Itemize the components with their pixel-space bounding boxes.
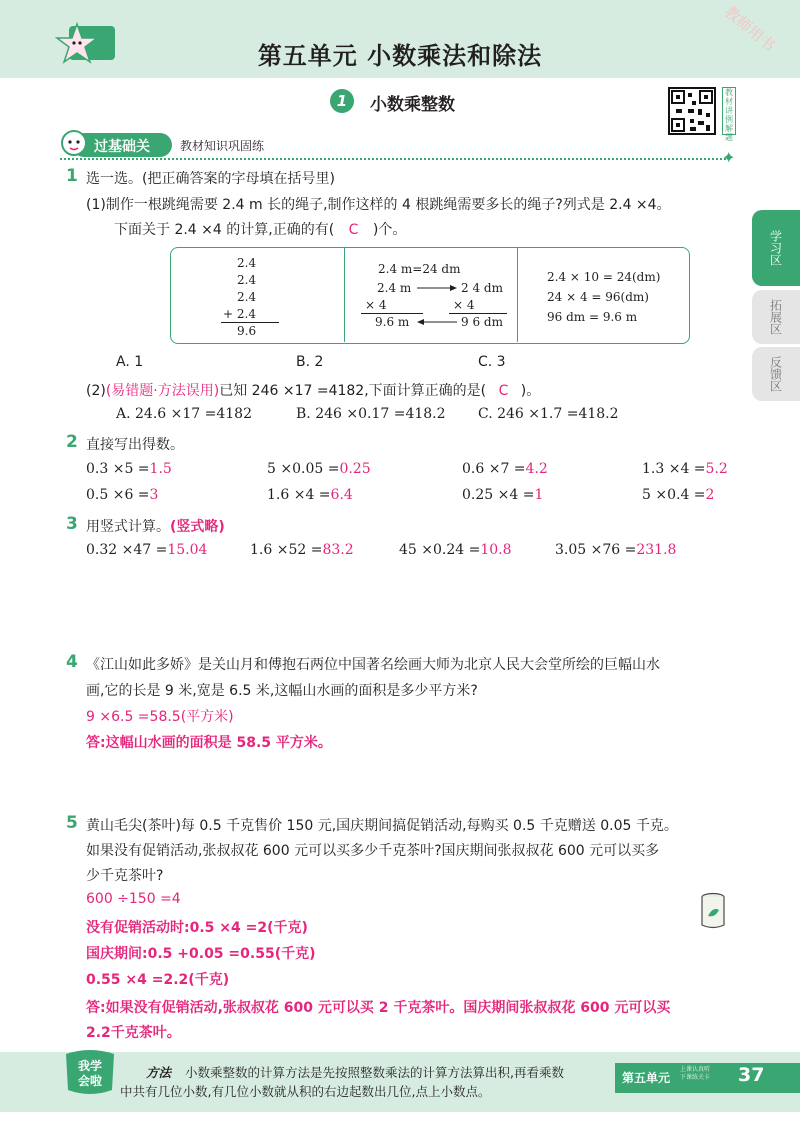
- tab-feedback[interactable]: 反馈区: [752, 347, 800, 401]
- badge-text-top: 我学: [77, 1059, 103, 1073]
- q2-prompt: 直接写出得数。: [86, 437, 184, 453]
- box-divider: [517, 248, 518, 342]
- q3-item: 3.05 ×76 =231.8: [555, 542, 677, 558]
- q1-part2-option-b: B. 246 ×0.17 =418.2: [296, 406, 446, 422]
- footer-unit: 第五单元: [622, 1071, 671, 1085]
- mascot-face-icon: [60, 127, 88, 159]
- q2-item: 1.6 ×4 =6.4: [267, 487, 353, 503]
- q4-answer-statement: 答:这幅山水画的面积是 58.5 平方米。: [86, 735, 332, 751]
- box-divider: [344, 248, 345, 342]
- q2-item: 0.3 ×5 =1.5: [86, 461, 172, 477]
- calc-underline: [221, 322, 279, 323]
- calc-b-line: 2 4 dm: [461, 281, 503, 295]
- q2-item: 5 ×0.05 =0.25: [267, 461, 371, 477]
- q5-answer-line: 0.55 ×4 =2.2(千克): [86, 972, 230, 988]
- calc-c-line: 2.4 × 10 = 24(dm): [547, 270, 661, 284]
- tab-expand[interactable]: 拓展区: [752, 290, 800, 344]
- q2-answer: 0.25: [339, 461, 371, 477]
- q3-answer: 15.04: [167, 542, 208, 558]
- q1-part2-text-end: )。: [520, 383, 541, 399]
- calc-a-line: 2.4: [237, 273, 257, 287]
- question-number: 5: [66, 813, 78, 833]
- q1-part2-option-c: C. 246 ×1.7 =418.2: [478, 406, 619, 422]
- q5-answer-line: 2.2千克茶叶。: [86, 1025, 181, 1041]
- q1-part1-answer: C: [348, 222, 359, 238]
- q3-note: (竖式略): [170, 519, 225, 535]
- q2-item: 0.6 ×7 =4.2: [462, 461, 548, 477]
- q1-part1-text: 下面关于 2.4 ×4 的计算,正确的有(: [114, 222, 335, 238]
- q1-part1-text-end: )个。: [372, 222, 407, 238]
- badge-text-bottom: 会啦: [77, 1074, 103, 1088]
- q1-option-b: B. 2: [296, 354, 324, 370]
- q1-part2-line: [86, 380, 540, 400]
- watermark-text: 教师用书: [720, 2, 779, 56]
- q5-answer-line: 没有促销活动时:0.5 ×4 =2(千克): [86, 920, 308, 936]
- q2-item: 1.3 ×4 =5.2: [642, 461, 728, 477]
- lesson-number: 1: [330, 89, 354, 113]
- q5-answer-line: 国庆期间:0.5 +0.05 =0.55(千克): [86, 946, 316, 962]
- calc-b-line: × 4: [453, 298, 475, 312]
- calc-b-line: 2.4 m: [377, 281, 412, 295]
- question-number: 1: [66, 166, 78, 186]
- q2-answer: 2: [705, 487, 715, 503]
- q2-answer: 1: [534, 487, 544, 503]
- lesson-title: 小数乘整数: [370, 95, 455, 115]
- calc-c-line: 24 × 4 = 96(dm): [547, 290, 649, 304]
- q1-part2-option-a: A. 24.6 ×17 =4182: [116, 406, 252, 422]
- section-divider: [60, 158, 730, 160]
- q3-prompt-line: [86, 516, 225, 536]
- footer-slogan: 上课认真听 下课练关卡: [680, 1066, 711, 1081]
- calc-b-result: 9.6 m: [375, 315, 410, 329]
- q1-part2-text: 已知 246 ×17 =4182,下面计算正确的是(: [219, 383, 487, 399]
- footer-method-line2: 中共有几位小数,有几位小数就从积的右边起数出几位,点上小数点。: [120, 1084, 491, 1099]
- calc-b-line: 2.4 m=24 dm: [378, 262, 461, 276]
- q2-answer: 4.2: [525, 461, 548, 477]
- calc-a-line: + 2.4: [223, 307, 256, 321]
- q2-item: 0.25 ×4 =1: [462, 487, 544, 503]
- tea-can-icon: [700, 892, 726, 930]
- q2-answer: 6.4: [330, 487, 353, 503]
- q3-item: 0.32 ×47 =15.04: [86, 542, 208, 558]
- learned-badge: [60, 1046, 120, 1098]
- q3-answer: 231.8: [636, 542, 677, 558]
- calc-a-result: 9.6: [237, 324, 257, 338]
- q2-answer: 5.2: [705, 461, 728, 477]
- q2-answer: 1.5: [149, 461, 172, 477]
- star-icon: ✦: [722, 148, 736, 167]
- q3-item: 1.6 ×52 =83.2: [250, 542, 354, 558]
- q1-part1-line2: [114, 219, 406, 239]
- section-title: 过基础关: [94, 139, 150, 155]
- calc-a-line: 2.4: [237, 290, 257, 304]
- footer-text: 小数乘整数的计算方法是先按照整数乘法的计算方法算出积,再看乘数: [185, 1065, 564, 1080]
- qr-code-icon[interactable]: [668, 87, 716, 135]
- q1-option-c: C. 3: [478, 354, 506, 370]
- q2-item: 0.5 ×6 =3: [86, 487, 159, 503]
- unit-title: 第五单元 小数乘法和除法: [257, 42, 543, 70]
- q1-part2-tag: (易错题·方法误用): [105, 383, 220, 399]
- q2-answer: 3: [149, 487, 159, 503]
- q5-answer-line: 答:如果没有促销活动,张叔叔花 600 元可以买 2 千克茶叶。国庆期间张叔叔花 600 元可以买: [86, 1000, 671, 1016]
- q3-item: 45 ×0.24 =10.8: [399, 542, 512, 558]
- page-number: 37: [738, 1064, 765, 1086]
- watermark: [690, 0, 800, 72]
- question-number: 3: [66, 514, 78, 534]
- qr-caption: 教材讲例解题: [722, 87, 736, 135]
- calc-b-result: 9 6 dm: [461, 315, 503, 329]
- q3-answer: 83.2: [322, 542, 354, 558]
- q5-line1: 黄山毛尖(茶叶)每 0.5 千克售价 150 元,国庆期间搞促销活动,每购买 0.5 千克赠送 0.05 千克。: [86, 818, 678, 834]
- question-number: 4: [66, 652, 78, 672]
- conversion-arrows-icon: [415, 278, 459, 328]
- q5-answer-line: 600 ÷150 =4: [86, 891, 181, 907]
- q5-line3: 少千克茶叶?: [86, 868, 164, 884]
- q4-answer-calc: 9 ×6.5 =58.5(平方米): [86, 709, 234, 725]
- tab-study[interactable]: 学习区: [752, 210, 800, 286]
- q1-part2-label: (2): [86, 383, 106, 399]
- calc-b-line: × 4: [365, 298, 387, 312]
- q5-line2: 如果没有促销活动,张叔叔花 600 元可以买多少千克茶叶?国庆期间张叔叔花 600 元可以买多: [86, 843, 660, 859]
- section-subtitle: 教材知识巩固练: [180, 139, 265, 153]
- q1-part2-answer: C: [498, 383, 509, 399]
- calc-c-line: 96 dm = 9.6 m: [547, 310, 638, 324]
- calc-underline: [361, 313, 423, 314]
- calc-a-line: 2.4: [237, 256, 257, 270]
- q2-item: 5 ×0.4 =2: [642, 487, 715, 503]
- footer-method-label: 方法: [146, 1065, 172, 1080]
- q1-part1-line1: (1)制作一根跳绳需要 2.4 m 长的绳子,制作这样的 4 根跳绳需要多长的绳子?列式是 2.4 ×4。: [86, 197, 671, 213]
- q3-prompt: 用竖式计算。: [86, 519, 170, 535]
- footer-method-line1: [146, 1063, 564, 1081]
- q4-line2: 画,它的长是 9 米,宽是 6.5 米,这幅山水画的面积是多少平方米?: [86, 683, 478, 699]
- q1-option-a: A. 1: [116, 354, 144, 370]
- q1-prompt: 选一选。(把正确答案的字母填在括号里): [86, 171, 335, 187]
- q4-line1: 《江山如此多娇》是关山月和傅抱石两位中国著名绘画大师为北京人民大会堂所绘的巨幅山水: [86, 657, 660, 673]
- q3-answer: 10.8: [480, 542, 512, 558]
- calculation-box: [170, 247, 690, 344]
- question-number: 2: [66, 432, 78, 452]
